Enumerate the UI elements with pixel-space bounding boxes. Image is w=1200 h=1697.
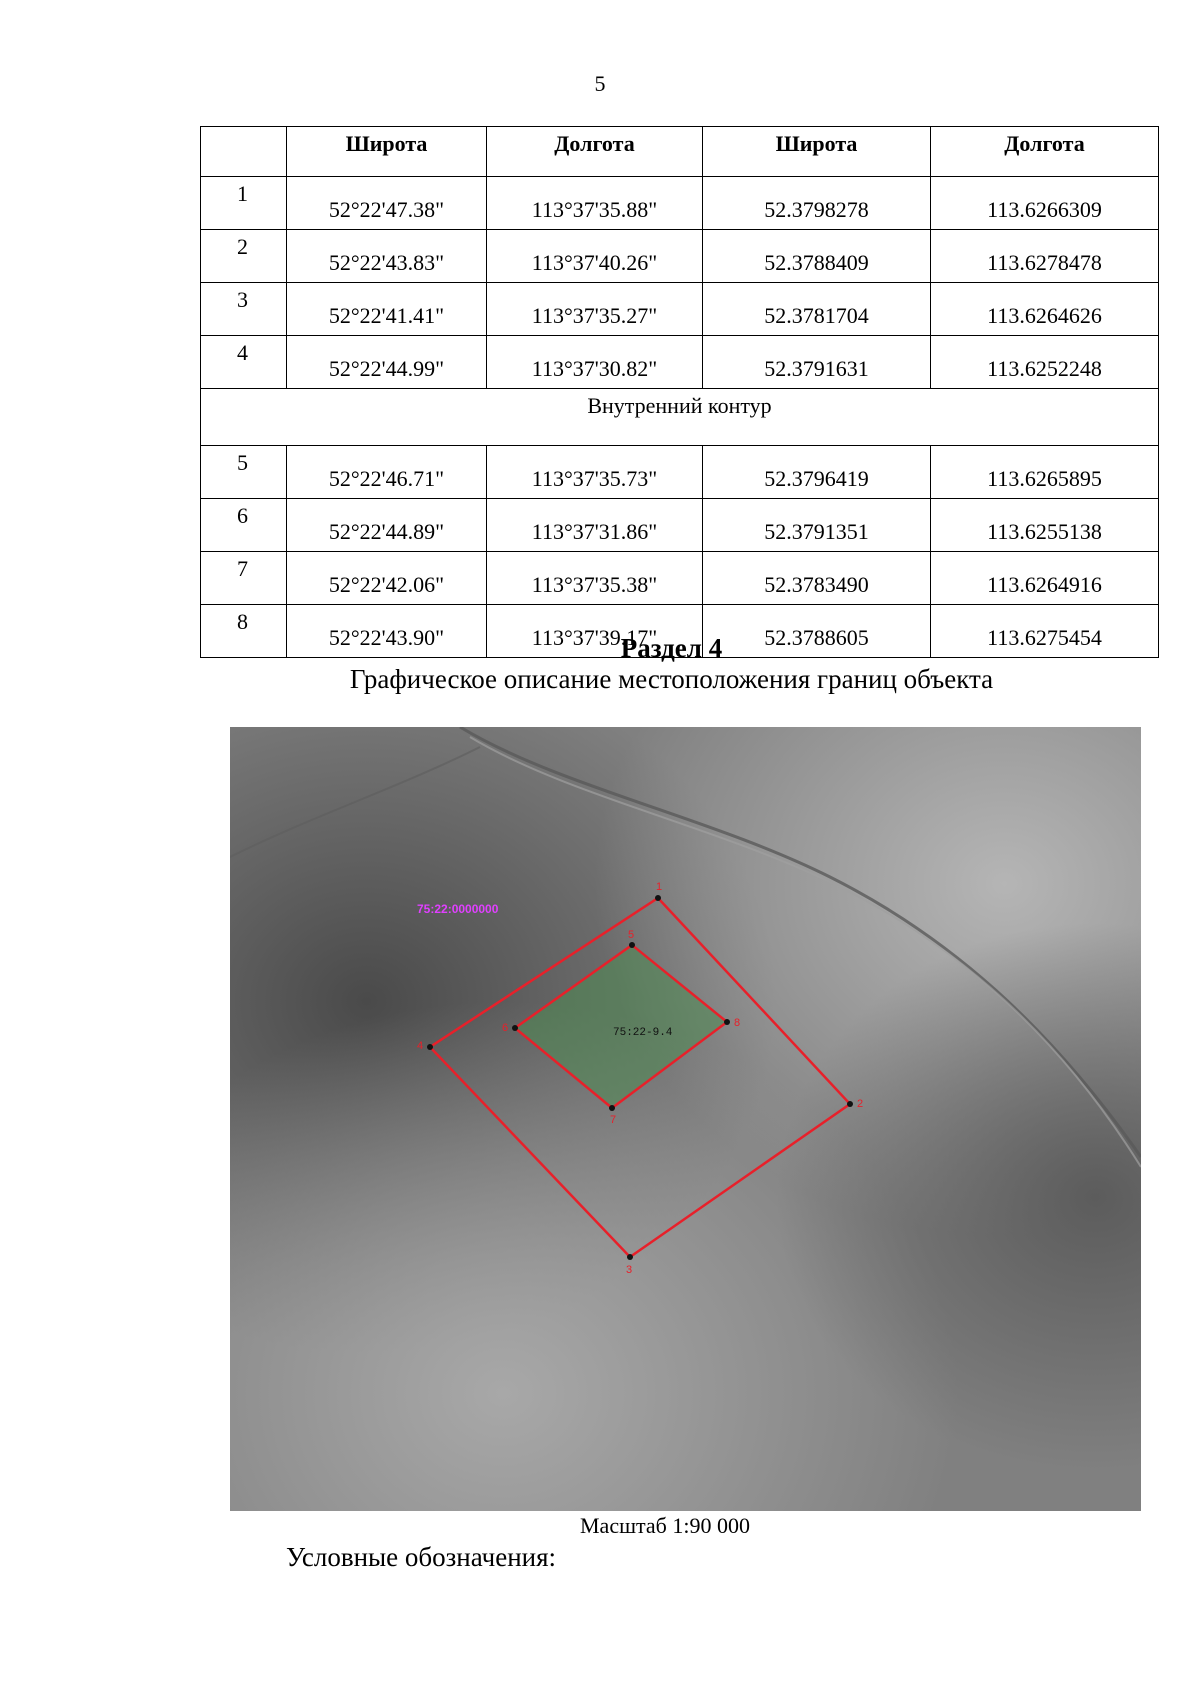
table-section-row [201, 389, 1159, 446]
map-graphic [230, 727, 1141, 1511]
vertex-marker [655, 895, 661, 901]
latitude-dms: 52°22'44.99" [287, 336, 487, 389]
dark-terrain-area [230, 727, 1141, 1511]
longitude-dms: 113°37'35.73" [487, 446, 703, 499]
longitude-decimal: 113.6278478 [931, 230, 1159, 283]
header-latitude-decimal: Широта [703, 127, 931, 177]
longitude-dms: 113°37'31.86" [487, 499, 703, 552]
latitude-dms: 52°22'44.89" [287, 499, 487, 552]
header-point-number [201, 127, 287, 177]
longitude-decimal: 113.6255138 [931, 499, 1159, 552]
vertex-label: 2 [857, 1098, 864, 1110]
vertex-marker [609, 1105, 615, 1111]
longitude-decimal: 113.6265895 [931, 446, 1159, 499]
vertex-label: 7 [610, 1114, 617, 1126]
longitude-dms: 113°37'35.38" [487, 552, 703, 605]
latitude-dms: 52°22'42.06" [287, 552, 487, 605]
point-number: 6 [201, 499, 287, 552]
table-row [201, 336, 1159, 389]
table-row [201, 283, 1159, 336]
vertex-marker [847, 1101, 853, 1107]
vertex-label: 5 [628, 929, 635, 941]
table-row [201, 177, 1159, 230]
point-number: 1 [201, 177, 287, 230]
longitude-dms: 113°37'35.27" [487, 283, 703, 336]
latitude-decimal: 52.3788605 [703, 605, 931, 658]
point-number: 5 [201, 446, 287, 499]
point-number: 2 [201, 230, 287, 283]
longitude-decimal: 113.6264916 [931, 552, 1159, 605]
coordinates-table [200, 126, 1159, 658]
inner-contour-label: Внутренний контур [201, 389, 1159, 446]
longitude-decimal: 113.6275454 [931, 605, 1159, 658]
latitude-decimal: 52.3798278 [703, 177, 931, 230]
latitude-dms: 52°22'46.71" [287, 446, 487, 499]
table-row [201, 446, 1159, 499]
table-row [201, 552, 1159, 605]
vertex-marker [724, 1019, 730, 1025]
point-number: 7 [201, 552, 287, 605]
table-header-row [201, 127, 1159, 177]
vertex-label: 4 [417, 1040, 424, 1052]
longitude-dms: 113°37'39.17" [487, 605, 703, 658]
point-number: 4 [201, 336, 287, 389]
longitude-dms: 113°37'40.26" [487, 230, 703, 283]
longitude-decimal: 113.6264626 [931, 283, 1159, 336]
header-longitude-decimal: Долгота [931, 127, 1159, 177]
vertex-marker [427, 1044, 433, 1050]
latitude-decimal: 52.3796419 [703, 446, 931, 499]
latitude-decimal: 52.3791631 [703, 336, 931, 389]
map-scale: Масштаб 1:90 000 [580, 1513, 750, 1538]
vertex-marker [629, 942, 635, 948]
latitude-dms: 52°22'47.38" [287, 177, 487, 230]
latitude-decimal: 52.3788409 [703, 230, 931, 283]
longitude-decimal: 113.6266309 [931, 177, 1159, 230]
inner-area-label: 75:22-9.4 [613, 1027, 673, 1039]
section-heading: Раздел 4 [620, 633, 723, 663]
latitude-decimal: 52.3781704 [703, 283, 931, 336]
point-number: 8 [201, 605, 287, 658]
legend-title: Условные обозначения: [286, 1542, 557, 1572]
vertex-marker [512, 1025, 518, 1031]
latitude-dms: 52°22'43.90" [287, 605, 487, 658]
longitude-decimal: 113.6252248 [931, 336, 1159, 389]
page-number: 5 [594, 71, 606, 96]
longitude-dms: 113°37'30.82" [487, 336, 703, 389]
latitude-dms: 52°22'43.83" [287, 230, 487, 283]
vertex-label: 8 [734, 1017, 741, 1029]
vertex-label: 3 [626, 1264, 633, 1276]
latitude-dms: 52°22'41.41" [287, 283, 487, 336]
longitude-dms: 113°37'35.88" [487, 177, 703, 230]
header-longitude-dms: Долгота [487, 127, 703, 177]
satellite-map [230, 727, 1141, 1511]
latitude-decimal: 52.3791351 [703, 499, 931, 552]
table-row [201, 230, 1159, 283]
vertex-label: 1 [656, 881, 663, 893]
point-number: 3 [201, 283, 287, 336]
vertex-label: 6 [502, 1022, 509, 1034]
vertex-marker [627, 1254, 633, 1260]
parcel-label: 75:22:0000000 [417, 902, 499, 916]
header-latitude-dms: Широта [287, 127, 487, 177]
section-subheading: Графическое описание местоположения границ объекта [349, 664, 994, 694]
table-row [201, 499, 1159, 552]
latitude-decimal: 52.3783490 [703, 552, 931, 605]
